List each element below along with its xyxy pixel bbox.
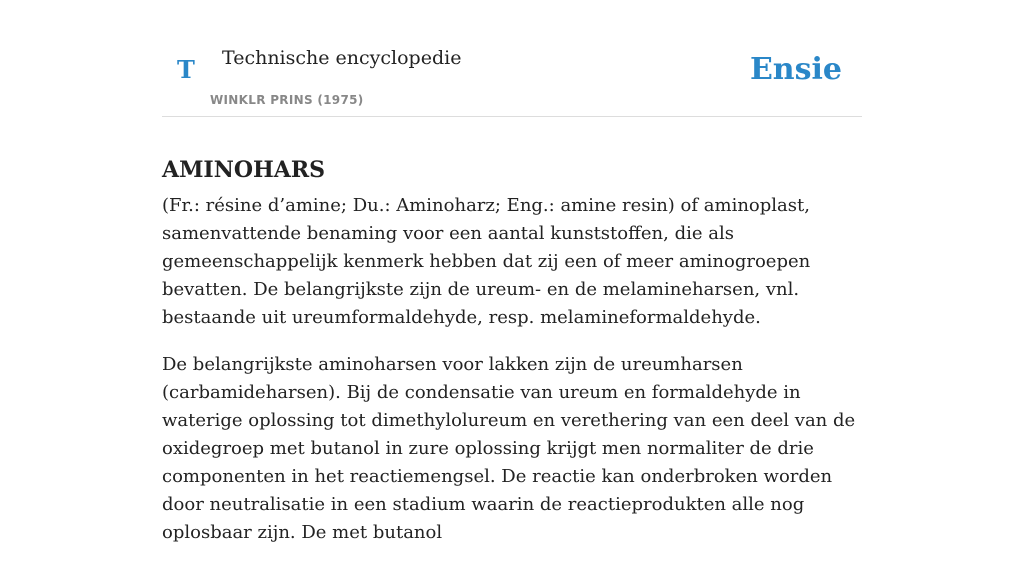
brand-logo[interactable]: Ensie <box>749 52 842 87</box>
publication-logo-icon[interactable]: T <box>177 55 195 84</box>
article-body <box>162 192 862 566</box>
article-title: AMINOHARS <box>162 156 326 183</box>
publication-source: WINKLR PRINS (1975) <box>210 93 364 107</box>
header <box>162 0 862 117</box>
article-paragraph: De belangrijkste aminoharsen voor lakken zijn de ureumharsen (carbamideharsen). Bij de condensatie van ureum en formaldehyde in waterige oplossing tot dimethylolureum en verethering van een deel van de oxidegroep met butanol in zure oplossing krijgt men normaliter de drie componenten in het reactiemengsel. De reactie kan onderbroken worden door neutralisatie in een stadium waarin de reactieprodukten alle nog oplosbaar zijn. De met butanol <box>162 354 856 543</box>
article-paragraph: (Fr.: résine d’amine; Du.: Aminoharz; Eng.: amine resin) of aminoplast, samenvattende benaming voor een aantal kunststoffen, die als gemeenschappelijk kenmerk hebben dat zij een of meer aminogroepen bevatten. De belangrijkste zijn de ureum- en de melamineharsen, vnl. bestaande uit ureumformaldehyde, resp. melamineformaldehyde. <box>162 195 811 328</box>
publication-title[interactable]: Technische encyclopedie <box>222 47 462 69</box>
